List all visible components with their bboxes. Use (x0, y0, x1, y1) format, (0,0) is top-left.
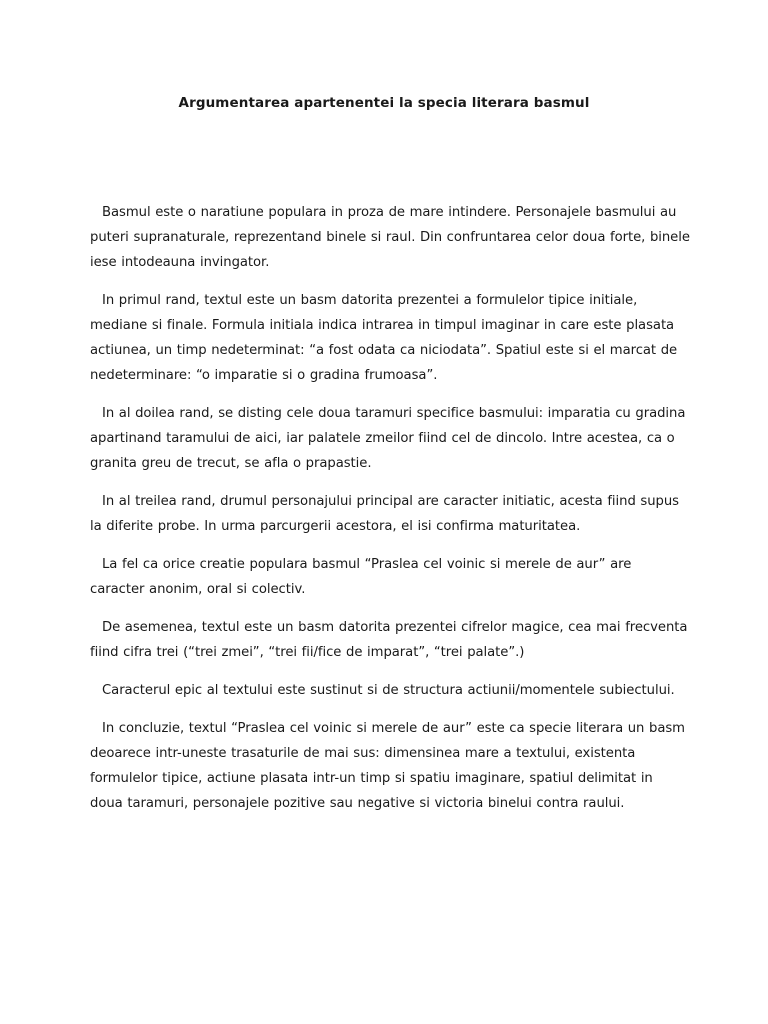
paragraph-3: In al doilea rand, se disting cele doua taramuri specifice basmului: imparatia cu gradina apartinand taramului de aici, iar palatele zmeilor fiind cel de dincolo. Intre acestea, ca o granita greu de trecut, se afla o prapastie. (90, 406, 686, 471)
paragraph-1: Basmul este o naratiune populara in proza de mare intindere. Personajele basmului au puteri supranaturale, reprezentand binele si raul. Din confruntarea celor doua forte, binele iese intodeauna invingator. (90, 205, 690, 270)
paragraph-7: Caracterul epic al textului este sustinut si de structura actiunii/momentele subiectului. (102, 683, 675, 698)
paragraph-2: In primul rand, textul este un basm datorita prezentei a formulelor tipice initiale, mediane si finale. Formula initiala indica intrarea in timpul imaginar in care este plasata actiunea, un timp nedeterminat: “a fost odata ca niciodata”. Spatiul este si el marcat de nedeterminare: “o imparatie si o gradina frumoasa”. (90, 293, 678, 383)
paragraph-4: In al treilea rand, drumul personajului principal are caracter initiatic, acesta fiind supus la diferite probe. In urma parcurgerii acestora, el isi confirma maturitatea. (90, 494, 680, 534)
document-title: Argumentarea apartenentei la specia literara basmul (178, 95, 590, 111)
paragraph-8: In concluzie, textul “Praslea cel voinic si merele de aur” este ca specie literara un basm deoarece intr-uneste trasaturile de mai sus: dimensinea mare a textului, existenta formulelor tipice, actiune plasata intr-un timp si spatiu imaginare, spatiul delimitat in doua taramuri, personajele pozitive sau negative si victoria binelui contra raului. (90, 721, 685, 811)
paragraph-5: La fel ca orice creatie populara basmul “Praslea cel voinic si merele de aur” are caracter anonim, oral si colectiv. (90, 557, 632, 597)
document-body (90, 200, 690, 829)
paragraph-6: De asemenea, textul este un basm datorita prezentei cifrelor magice, cea mai frecventa fiind cifra trei (“trei zmei”, “trei fii/fice de imparat”, “trei palate”.) (90, 620, 688, 660)
